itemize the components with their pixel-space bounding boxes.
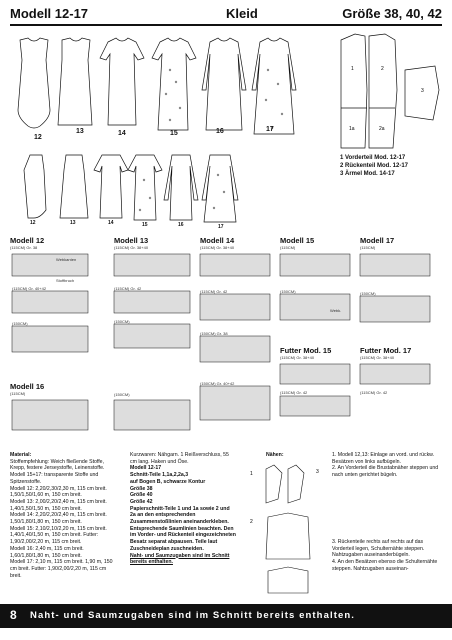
layout-modell-15: Modell 15 (115CM): [280, 236, 315, 250]
layout-futter-15-sub2: (115CM) Gr. 42: [280, 390, 308, 395]
page-header: [10, 6, 442, 26]
figure-13-front: [58, 38, 92, 125]
figure-15-back: [128, 155, 162, 220]
layout-14-sub4: (150CM) Gr. 40+42: [200, 381, 235, 386]
layout-17-sub2: (150CM): [360, 291, 376, 296]
figure-13-back: [60, 155, 88, 218]
sewing-illustrations: Nähen: 1 2 3: [248, 452, 328, 599]
step-num-3: 3: [316, 468, 319, 475]
page-number: 8: [10, 608, 17, 622]
piece-num-1a: 1a: [349, 126, 355, 132]
garment-type-title: Kleid: [226, 6, 258, 21]
footer-note: Naht- und Saumzugaben sind im Schnitt bereits enthalten.: [30, 610, 355, 621]
layout-modell-13: Modell 13 (115CM) Gr. 38+40: [114, 236, 149, 250]
layout-futter-15: Futter Mod. 15 (115CM) Gr. 38+40: [280, 346, 332, 360]
piece-num-1: 1: [351, 66, 354, 72]
figure-back-label-17: 17: [218, 224, 224, 230]
layout-14-sub2: (115CM) Gr. 42: [200, 289, 228, 294]
figure-back-label-13: 13: [70, 220, 76, 226]
instructions-text: [10, 452, 442, 602]
figure-15-front: [152, 38, 196, 130]
figure-14-back: [94, 155, 128, 218]
layout-13-sub2: (115CM) Gr. 42: [114, 286, 142, 291]
sewing-steps-column: 1. Modell 12,13: Einlage an vord. und rückw. Besätzen von links aufbügeln. 2. An Vorderteil die Brustabnäher steppen und nach unten gerichtet bügeln. 3. Rückenteile rechts auf rechts auf das Vorderteil legen, Schulternähte steppen. Nahtzugaben auseinanderbügeln. 4. An den Besätzen ebenso die Schulternähte steppen. Nahtzugaben auseinan-: [332, 452, 439, 572]
layout-15-sub2: (150CM): [280, 289, 296, 294]
pattern-overview: [335, 30, 445, 150]
figure-label-16: 16: [216, 128, 224, 135]
piece-num-2a: 2a: [379, 126, 385, 132]
label-webkanten: Webkanten: [56, 257, 77, 262]
piece-num-3: 3: [421, 88, 424, 94]
figure-label-17: 17: [266, 126, 274, 133]
legend-line-1: 1 Vorderteil Mod. 12-17: [340, 155, 406, 161]
piece-num-2: 2: [381, 66, 384, 72]
layout-modell-12: Modell 12 (115CM) Gr. 38: [10, 236, 45, 250]
figure-label-15: 15: [170, 130, 178, 137]
pattern-pieces-drawing: [335, 30, 445, 150]
label-webk: Webk.: [330, 308, 342, 313]
figure-17-front: [252, 38, 296, 134]
pattern-pieces-column: Kurzwaren: Nähgarn. 1 Reißverschluss, 55 cm lang. Haken und Öse. Modell 12-17 Schnitt-Teile 1,1a,2,2a,3 auf Bogen B, schwarze Kontur Größe 38 Größe 40 Größe 42 Papierschnitt-Teile 1 und 1a sowie 2 und 2a an den entsprechenden Zusammenstoßlinien aneinanderkleben. Entsprechende Saumlinien beachten. Den im Vorder- und Rückenteil eingezeichneten Besatz separat abpausen. Teile laut Zuschneideplan zuschneiden. Naht- und Saumzugaben sind im Schnitt bereits enthalten.: [130, 452, 236, 566]
layout-modell-14: Modell 14 (115CM) Gr. 38+40: [200, 236, 235, 250]
figure-back-label-14: 14: [108, 220, 114, 226]
layout-13-sub3: (150CM): [114, 319, 130, 324]
layout-modell-17: Modell 17 (115CM): [360, 236, 395, 250]
layout-16-sub2: (150CM): [114, 392, 130, 397]
layout-12-sub2: (115CM) Gr. 40+42: [12, 286, 47, 291]
figure-16-front: [202, 38, 246, 130]
legend-line-3: 3 Ärmel Mod. 14-17: [340, 171, 395, 177]
page-footer: [0, 604, 452, 628]
garment-sketches: [10, 30, 300, 230]
layout-futter-17: Futter Mod. 17 (115CM) Gr. 38+40: [360, 346, 412, 360]
figure-back-label-12: 12: [30, 220, 36, 226]
layout-12-sub3: (150CM): [12, 321, 28, 326]
figure-back-label-16: 16: [178, 222, 184, 228]
figure-16-back: [164, 155, 198, 220]
pattern-legend: [340, 154, 408, 178]
layout-14-sub3: (150CM) Gr. 38: [200, 331, 228, 336]
cutting-layout-drawing: [10, 236, 442, 446]
figure-14-front: [100, 38, 144, 125]
figure-12-front: [18, 38, 50, 128]
step-num-1: 1: [250, 470, 253, 477]
figure-12-back: [24, 155, 46, 218]
size-range-title: Größe 38, 40, 42: [342, 6, 442, 21]
label-stoffbruch: Stoffbruch: [56, 278, 75, 283]
model-range-title: Modell 12-17: [10, 6, 89, 21]
layout-futter-17-sub2: (115CM) Gr. 42: [360, 390, 388, 395]
figure-label-13: 13: [76, 128, 84, 135]
material-column: Material: Stoffempfehlung: Weich fließende Stoffe, Krepp, festere Jerseystoffe, Leinenstoffe. Modell 15+17: transparente Stoffe und Spitzenstoffe. Modell 12: 2,20/2,30/2,30 m, 115 cm breit. 1,50/1,50/1,60 m, 150 cm breit. Modell 13: 2,00/2,20/2,40 m, 115 cm breit. 1,40/1,50/1,50 m, 150 cm breit. Modell 14: 2,20/2,20/2,40 m, 115 cm breit. 1,50/1,80/1,80 m, 150 cm breit. Modell 15: 2,10/2,10/2,20 m, 115 cm breit. 1,40/1,40/1,50 m, 150 cm breit. Futter: 1,90/2,00/2,20 m, 115 cm breit. Modell 16: 2,40 m, 115 cm breit. 1,60/1,80/1,80 m, 150 cm breit. Modell 17: 2,10 m, 115 cm breit. 1,90 m, 150 cm breit. Futter: 1,90/2,00/2,20 m, 115 cm breit.: [10, 452, 113, 579]
figure-back-label-15: 15: [142, 222, 148, 228]
legend-line-2: 2 Rückenteil Mod. 12-17: [340, 163, 409, 169]
step-num-2: 2: [250, 518, 253, 525]
sewing-step-drawings: [248, 459, 328, 597]
figure-label-12: 12: [34, 134, 42, 141]
layout-modell-16: Modell 16 (115CM): [10, 382, 45, 396]
figure-17-back: [202, 155, 238, 222]
cutting-layouts: [10, 236, 442, 446]
figure-label-14: 14: [118, 130, 126, 137]
garment-drawings: [10, 30, 300, 230]
